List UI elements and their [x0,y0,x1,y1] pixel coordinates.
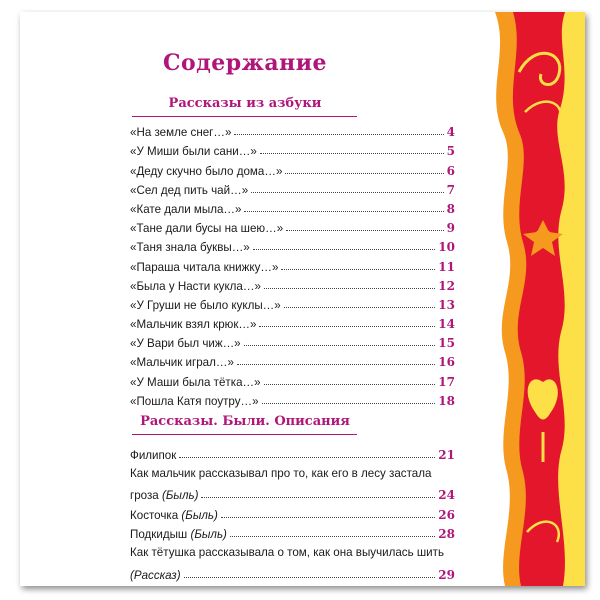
page-number: 10 [438,240,455,255]
toc-entry[interactable] [130,350,455,369]
toc-entry[interactable] [130,158,455,177]
section-underline [132,116,357,117]
toc-entry[interactable] [130,331,455,350]
dot-leader [244,345,436,346]
dot-leader [201,497,435,498]
page-number: 7 [446,182,455,197]
entry-title: «Была у Насти кукла…» [130,279,261,293]
toc-entry[interactable] [130,274,455,293]
entry-title: Подкидыш (Быль) [130,528,227,541]
dot-leader [179,457,435,458]
toc-entry-multiline[interactable] [130,467,455,503]
entry-title: «Сел дед пить чай…» [130,183,249,197]
entry-title: Филипок [130,448,177,462]
page-number: 24 [438,488,455,502]
section-underline [132,434,357,435]
page-number: 13 [438,297,455,312]
page-number: 6 [446,163,455,178]
entry-title: «Кате дали мыла…» [130,202,242,216]
page-number: 4 [446,125,455,140]
entry-title: «Мальчик взял крюк…» [130,318,257,332]
toc-entry[interactable] [130,502,455,522]
entry-title: «Мальчик играл…» [130,356,234,370]
toc-entry-multiline[interactable] [130,546,455,582]
dot-leader [281,269,435,270]
entry-title: гроза (Быль) [130,489,199,502]
toc-entry[interactable] [130,442,455,462]
page-number: 9 [446,221,455,236]
page-number: 29 [438,567,455,582]
toc-entry[interactable] [130,254,455,273]
entry-title: «Деду скучно было дома…» [130,164,283,178]
entry-genre: (Быль) [162,489,199,502]
toc-entry[interactable] [130,293,455,312]
entry-title: «На земле снег…» [130,126,232,140]
dot-leader [244,211,443,212]
toc-entry[interactable] [130,389,455,408]
dot-leader [285,173,443,174]
dot-leader [264,288,435,289]
entry-title-line1: Как тётушка рассказывала о том, как она выучилась шить [130,546,444,559]
page-number: 16 [438,355,455,370]
entry-title: «У Миши были сани…» [130,145,257,159]
page-number: 14 [438,317,455,332]
page-number: 21 [438,447,455,462]
entry-title: «Пошла Катя поутру…» [130,394,259,408]
dot-leader [237,364,435,365]
section-title-2: Рассказы. Были. Описания [140,414,350,429]
toc-entry[interactable] [130,522,455,542]
toc-entry[interactable] [130,369,455,388]
entry-genre: (Быль) [181,508,218,522]
toc-list-2 [130,442,455,582]
decorative-border-ornament [455,12,585,586]
page-number: 5 [446,144,455,159]
dot-leader [262,403,436,404]
entry-title: «Параша читала книжку…» [130,260,279,274]
toc-entry[interactable] [130,120,455,139]
dot-leader [221,517,435,518]
entry-title: «У Маши была тётка…» [130,375,261,389]
entry-title: Косточка (Быль) [130,508,218,522]
toc-entry[interactable] [130,197,455,216]
entry-title-line1: Как мальчик рассказывал про то, как его в лесу застала [130,466,432,480]
toc-list-1 [130,120,455,408]
toc-entry[interactable] [130,216,455,235]
entry-title: «У Груши не было куклы…» [130,298,281,312]
dot-leader [234,134,443,135]
toc-entry[interactable] [130,235,455,254]
dot-leader [264,384,436,385]
page-number: 15 [438,336,455,351]
page-number: 12 [438,278,455,293]
page-number: 28 [438,527,455,541]
dot-leader [251,192,443,193]
dot-leader [184,577,436,578]
toc-entry[interactable] [130,178,455,197]
book-page [20,12,585,586]
page-number: 26 [438,507,455,522]
entry-genre: (Рассказ) [130,568,181,582]
entry-genre: (Быль) [190,528,227,541]
page-number: 8 [446,201,455,216]
entry-title: «Таня знала буквы…» [130,241,250,255]
section-title-1: Рассказы из азбуки [168,96,322,111]
dot-leader [259,326,435,327]
page-number: 18 [438,393,455,408]
toc-entry[interactable] [130,139,455,158]
dot-leader [260,153,444,154]
entry-title: «У Вари был чиж…» [130,337,241,351]
page-title: Содержание [162,50,328,76]
toc-entry[interactable] [130,312,455,331]
page-number: 17 [438,374,455,389]
dot-leader [284,307,436,308]
dot-leader [286,230,443,231]
page-number: 11 [438,259,455,274]
entry-title: «Тане дали бусы на шею…» [130,222,284,236]
dot-leader [230,536,435,537]
dot-leader [253,249,436,250]
